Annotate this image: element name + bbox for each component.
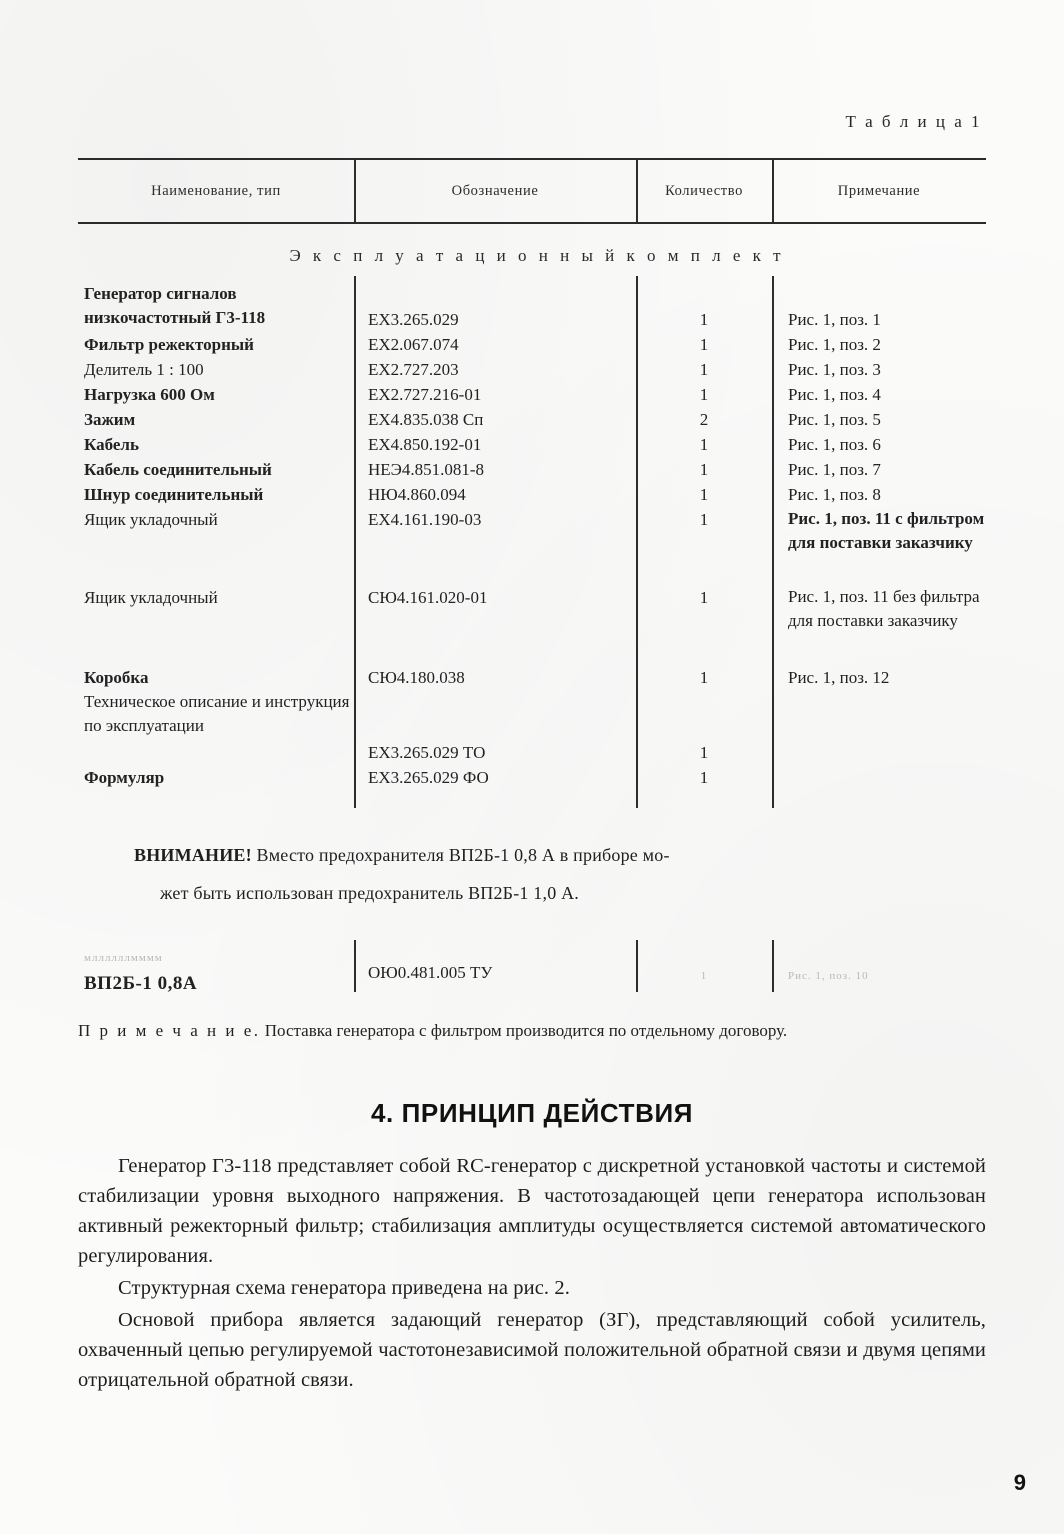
table-group-title: Э к с п л у а т а ц и о н н ы й к о м п л е к т [289,246,785,265]
cell-note: Рис. 1, поз. 7 [788,460,881,479]
body-divider-1 [354,276,356,808]
cell-name: Техническое описание и инструкция по эксплуатации [84,692,350,735]
table-row [78,457,986,482]
cell-code: ОЮ0.481.005 ТУ [368,963,493,982]
cell-name: Фильтр режекторный [84,335,254,354]
table-row [78,432,986,457]
cell-name: Коробка [84,668,149,687]
cell-code: НЮ4.860.094 [368,485,466,504]
cell-qty: 1 [699,588,709,607]
warning-line-2: жет быть использован предохранитель ВП2Б-1 1,0 А. [160,883,580,903]
fuse-divider-1 [354,940,356,992]
cell-name [78,946,354,996]
cell-code: ЕХ3.265.029 ФО [368,768,489,787]
cell-code: ЕХ4.161.190-03 [368,510,482,529]
table-caption: Т а б л и ц а 1 [845,112,982,131]
cell-qty: 1 [699,510,709,529]
warning-label: ВНИМАНИЕ! [134,845,252,865]
cell-code: ЕХ4.835.038 Сп [368,410,484,429]
table-header-note: Примечание [837,182,921,199]
table-row [78,382,986,407]
cell-note: Рис. 1, поз. 3 [788,360,881,379]
body-divider-3 [772,276,774,808]
cell-name: Нагрузка 600 Ом [84,385,215,404]
table-footnote [78,1018,986,1044]
paragraph: Структурная схема генератора приведена на рис. 2. [118,1277,570,1299]
table-row [78,357,986,382]
cell-note: Рис. 1, поз. 1 [788,310,881,329]
footnote-label: П р и м е ч а н и е. [78,1021,261,1040]
cell-qty: 1 [699,768,709,787]
cell-name: Кабель [84,435,139,454]
cell-code: ЕХ2.067.074 [368,335,459,354]
fuse-name-text: ВП2Б-1 0,8А [84,973,198,994]
cell-qty: 1 [699,743,709,762]
cell-note: Рис. 1, поз. 5 [788,410,881,429]
paragraph: Генератор Г3-118 представляет собой RC-генератор с дискретной установкой частоты и системой стабилизации уровня выходного напряжения. В частотозадающей цепи генератора использован активный режекторный фильтр; стабилизация амплитуды осуществляется системой автоматического регулирования. [78,1155,986,1267]
table-body [78,282,986,802]
cell-code: ЕХ4.850.192-01 [368,435,482,454]
cell-qty: 1 [699,335,709,354]
cell-name: Формуляр [84,768,165,787]
table-row [78,482,986,507]
cell-code: ЕХ3.265.029 ТО [368,743,486,762]
cell-note: Рис. 1, поз. 11 с фильтром для поставки заказчику [788,509,985,552]
page-content [78,0,986,1397]
paragraph: Основой прибора является задающий генератор (ЗГ), представляющий собой усилитель, охваченный цепью регулируемой частотонезависимой положительной обратной связи и двумя цепями отрицательной обратной связи. [78,1309,986,1391]
warning-line-1 [134,836,986,874]
cell-note: Рис. 1, поз. 6 [788,435,881,454]
footnote-text: Поставка генератора с фильтром производится по отдельному договору. [264,1021,788,1040]
table-header-qty: Количество [665,182,743,199]
cell-code: ЕХ2.727.216-01 [368,385,482,404]
cell-code: СЮ4.161.020-01 [368,588,488,607]
table-header-code: Обозначение [451,182,539,199]
cell-qty: 1 [699,460,709,479]
cell-note: Рис. 1, поз. 11 без фильтра для поставки заказчику [788,587,980,630]
cell-qty: 1 [699,385,709,404]
table-header-row [78,160,986,222]
table-row [78,765,986,790]
cell-note: Рис. 1, поз. 10 [788,970,869,982]
cell-name: Шнур соединительный [84,485,264,504]
cell-note: Рис. 1, поз. 8 [788,485,881,504]
table-header-rule [78,222,986,224]
table-row [78,585,986,665]
warning-block [78,836,986,912]
table-row [78,507,986,585]
table-row [78,690,986,765]
cell-note: Рис. 1, поз. 2 [788,335,881,354]
fuse-row-block [78,946,986,992]
cell-note: Рис. 1, поз. 4 [788,385,881,404]
fuse-divider-3 [772,940,774,992]
table-row [78,946,986,996]
cell-qty: 1 [699,310,709,329]
table-row [78,665,986,690]
cell-note: Рис. 1, поз. 12 [788,668,890,687]
cell-name: Ящик укладочный [84,588,218,607]
table-header-name: Наименование, тип [151,182,281,199]
page-number: 9 [1013,1470,1026,1495]
cell-name: Зажим [84,410,136,429]
cell-qty: 1 [699,360,709,379]
body-divider-2 [636,276,638,808]
fuse-divider-2 [636,940,638,992]
cell-name: Ящик укладочный [84,510,218,529]
cell-name: Генератор сигналов низкочастотный Г3-118 [84,284,266,327]
warning-text-1: Вместо предохранителя ВП2Б-1 0,8 А в приборе мо- [256,845,670,865]
cell-code: СЮ4.180.038 [368,668,465,687]
specification-table [78,158,986,802]
smudge-text: мллллллмммм [84,952,163,964]
cell-code: ЕХ2.727.203 [368,360,459,379]
cell-qty: 1 [699,485,709,504]
section-heading: 4. ПРИНЦИП ДЕЙСТВИЯ [370,1098,694,1128]
table-row [78,332,986,357]
cell-qty: 1 [699,435,709,454]
table-row [78,407,986,432]
cell-name: Кабель соединительный [84,460,272,479]
table-row [78,282,986,332]
cell-qty: 1 [699,668,709,687]
cell-code: ЕХ3.265.029 [368,310,459,329]
cell-qty: 1 [700,970,708,982]
cell-code: НЕЭ4.851.081-8 [368,460,485,479]
cell-name: Делитель 1 : 100 [84,360,204,379]
cell-qty: 2 [699,410,709,429]
